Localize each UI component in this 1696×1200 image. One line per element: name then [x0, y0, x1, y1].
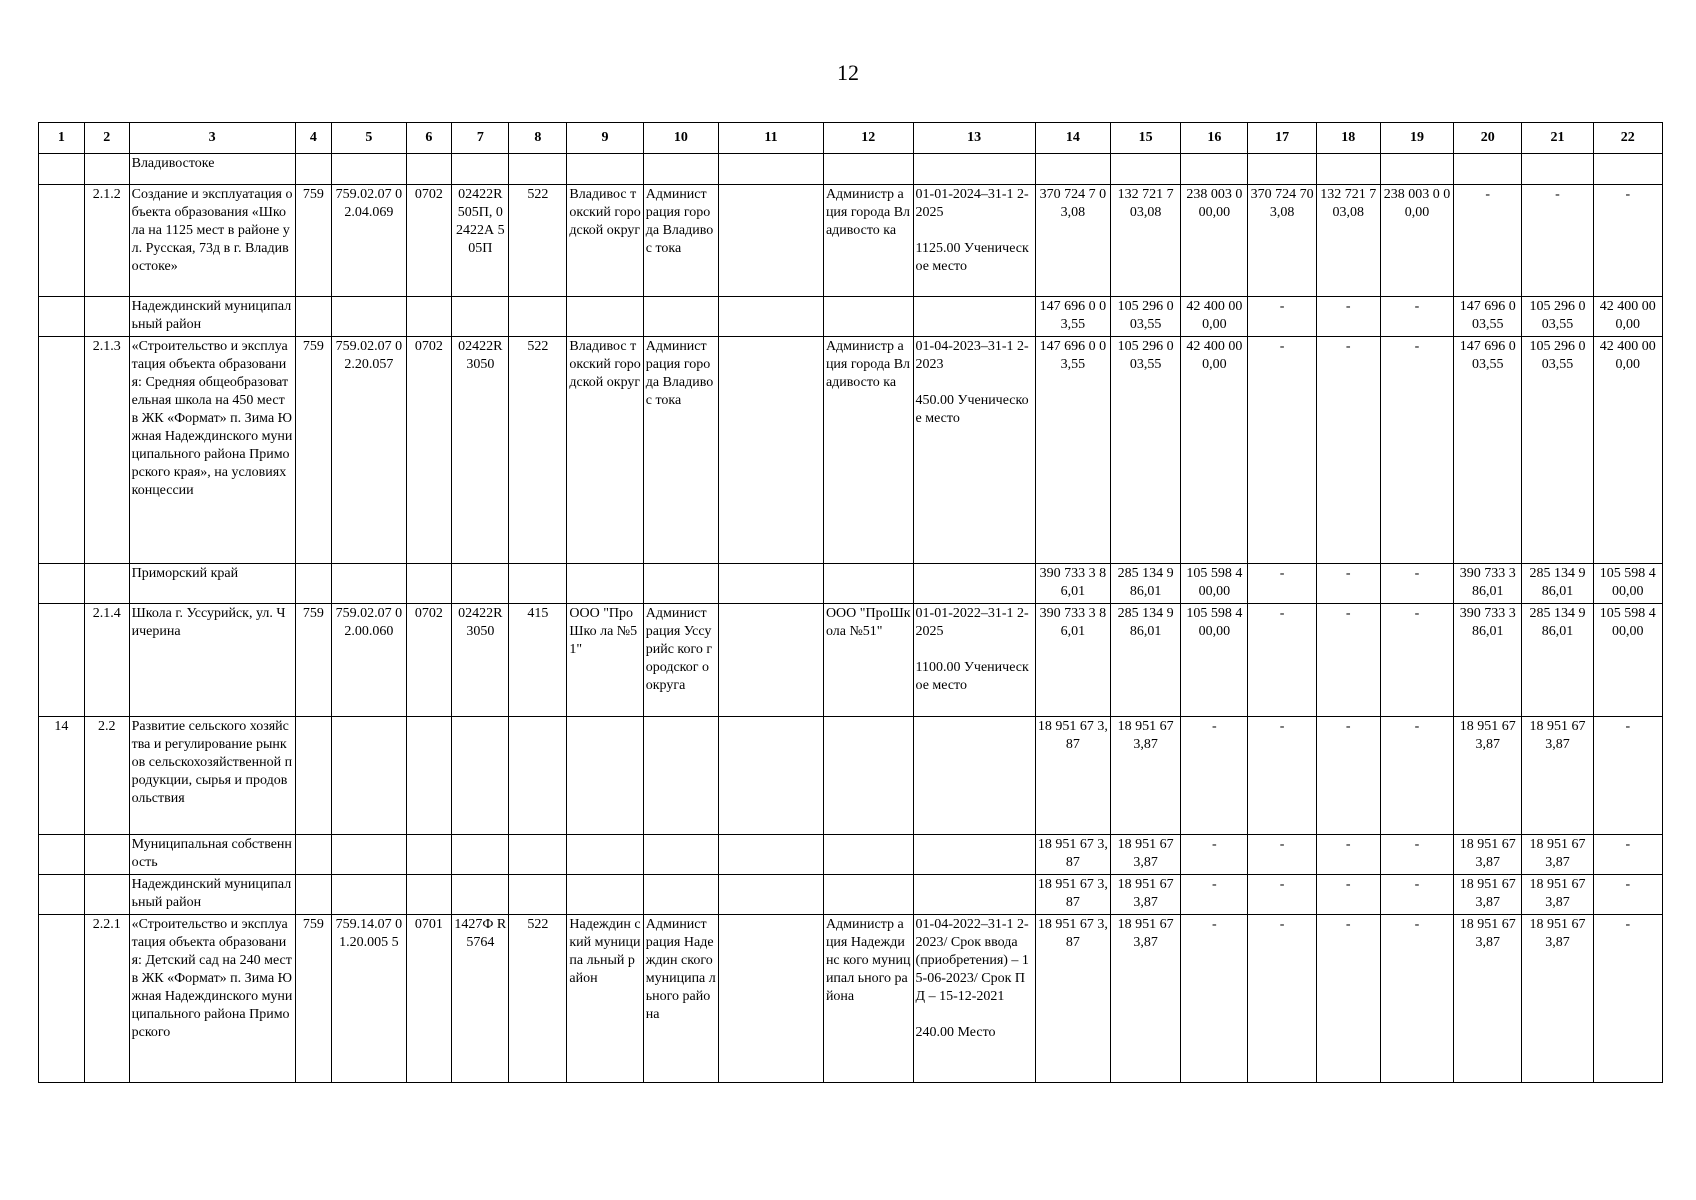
table-cell	[567, 564, 643, 604]
table-cell	[1316, 154, 1380, 185]
table-cell: 105 598 4 00,00	[1593, 604, 1662, 717]
table-cell	[452, 835, 509, 875]
table-cell	[1593, 154, 1662, 185]
table-cell: 522	[509, 337, 567, 564]
table-cell: -	[1248, 875, 1316, 915]
column-header: 19	[1380, 123, 1453, 154]
table-cell	[295, 875, 332, 915]
table-cell: 390 733 3 86,01	[1035, 604, 1110, 717]
table-cell: -	[1248, 915, 1316, 1083]
table-cell	[84, 297, 129, 337]
column-header: 18	[1316, 123, 1380, 154]
table-cell: 18 951 67 3,87	[1111, 915, 1181, 1083]
table-cell	[719, 564, 824, 604]
table-cell: 147 696 0 03,55	[1454, 297, 1522, 337]
table-cell	[643, 835, 718, 875]
table-cell: 147 696 0 03,55	[1035, 337, 1110, 564]
table-cell: 390 733 3 86,01	[1454, 564, 1522, 604]
table-cell	[1181, 154, 1248, 185]
column-header: 20	[1454, 123, 1522, 154]
table-cell: 759.02.07 02.20.057	[332, 337, 406, 564]
table-header-row	[39, 123, 1663, 154]
table-cell: Админист рация города Владивос тока	[643, 185, 718, 297]
table-cell: -	[1248, 717, 1316, 835]
table-cell	[332, 154, 406, 185]
table-cell: Владивос токский городской округ	[567, 337, 643, 564]
table-cell: «Строительство и эксплуатация объекта образования: Детский сад на 240 мест в ЖК «Формат» п. Зима Южная Надеждинского муниципального района Приморского	[129, 915, 295, 1083]
table-cell: -	[1316, 717, 1380, 835]
table-cell	[84, 875, 129, 915]
table-cell	[84, 835, 129, 875]
table-cell: 105 296 0 03,55	[1111, 297, 1181, 337]
table-cell: 18 951 67 3,87	[1035, 875, 1110, 915]
table-cell	[567, 835, 643, 875]
table-cell: -	[1316, 875, 1380, 915]
table-cell	[39, 297, 85, 337]
table-cell	[913, 717, 1035, 835]
table-cell: «Строительство и эксплуатация объекта образования: Средняя общеобразовательная школа на 450 мест в ЖК «Формат» п. Зима Южная Надеждинского муниципального района Приморского края», на условиях концессии	[129, 337, 295, 564]
table-cell	[39, 604, 85, 717]
column-header: 22	[1593, 123, 1662, 154]
table-cell	[643, 717, 718, 835]
table-cell	[406, 297, 452, 337]
table-cell: -	[1380, 564, 1453, 604]
table-cell	[452, 717, 509, 835]
table-cell: Надеждин ский муниципа льный район	[567, 915, 643, 1083]
table-cell: 18 951 67 3,87	[1035, 717, 1110, 835]
column-header: 21	[1522, 123, 1593, 154]
table-cell: ООО "ПроШко ла №51"	[567, 604, 643, 717]
column-header: 12	[823, 123, 913, 154]
table-cell: -	[1248, 564, 1316, 604]
table-cell	[452, 875, 509, 915]
table-row	[39, 564, 1663, 604]
table-cell	[913, 154, 1035, 185]
table-cell	[719, 337, 824, 564]
table-cell: -	[1380, 604, 1453, 717]
table-cell: 18 951 67 3,87	[1522, 915, 1593, 1083]
table-cell	[567, 717, 643, 835]
table-cell: 285 134 9 86,01	[1111, 604, 1181, 717]
table-cell: 147 696 0 03,55	[1454, 337, 1522, 564]
column-header: 11	[719, 123, 824, 154]
table-cell: -	[1380, 297, 1453, 337]
table-cell: Администр ация города Владивосто ка	[823, 337, 913, 564]
table-cell: 02422R 3050	[452, 604, 509, 717]
table-cell	[295, 564, 332, 604]
column-header: 4	[295, 123, 332, 154]
table-cell	[913, 835, 1035, 875]
table-cell: 02422R 3050	[452, 337, 509, 564]
table-row	[39, 185, 1663, 297]
table-cell	[1522, 154, 1593, 185]
table-row	[39, 337, 1663, 564]
table-cell: 522	[509, 185, 567, 297]
table-cell	[823, 875, 913, 915]
table-row	[39, 835, 1663, 875]
table-cell: 18 951 67 3,87	[1035, 835, 1110, 875]
table-cell: 42 400 00 0,00	[1181, 337, 1248, 564]
table-cell	[823, 154, 913, 185]
table-cell: 105 296 0 03,55	[1111, 337, 1181, 564]
table-cell	[295, 835, 332, 875]
table-cell	[643, 564, 718, 604]
table-cell: 759	[295, 604, 332, 717]
table-cell: -	[1380, 915, 1453, 1083]
table-cell: Надеждинский муниципальный район	[129, 875, 295, 915]
table-cell: 2.2	[84, 717, 129, 835]
table-cell: 1427Ф R5764	[452, 915, 509, 1083]
table-cell: Владивос токский городской округ	[567, 185, 643, 297]
column-header: 10	[643, 123, 718, 154]
table-cell: 2.1.3	[84, 337, 129, 564]
column-header: 8	[509, 123, 567, 154]
table-cell: 370 724 703,08	[1248, 185, 1316, 297]
table-cell	[39, 915, 85, 1083]
table-cell: -	[1316, 297, 1380, 337]
table-cell	[1380, 154, 1453, 185]
table-cell: Приморский край	[129, 564, 295, 604]
table-cell: 18 951 67 3,87	[1454, 717, 1522, 835]
table-cell: 02422R 505П, 02422А 505П	[452, 185, 509, 297]
table-cell: 132 721 7 03,08	[1111, 185, 1181, 297]
table-cell: -	[1248, 604, 1316, 717]
column-header: 15	[1111, 123, 1181, 154]
table-cell	[39, 564, 85, 604]
table-cell: 105 598 4 00,00	[1593, 564, 1662, 604]
table-cell	[1111, 154, 1181, 185]
table-cell	[295, 717, 332, 835]
table-cell: 238 003 0 00,00	[1181, 185, 1248, 297]
table-cell: 105 296 0 03,55	[1522, 337, 1593, 564]
table-cell	[509, 875, 567, 915]
table-cell	[452, 297, 509, 337]
table-cell: 759.02.07 02.00.060	[332, 604, 406, 717]
table-cell: -	[1316, 337, 1380, 564]
table-cell: 285 134 9 86,01	[1522, 564, 1593, 604]
table-cell: -	[1248, 337, 1316, 564]
table-cell: 18 951 67 3,87	[1522, 875, 1593, 915]
table-cell	[406, 717, 452, 835]
table-cell: Админист рация города Владивос тока	[643, 337, 718, 564]
table-cell: 370 724 7 03,08	[1035, 185, 1110, 297]
table-cell: 0702	[406, 337, 452, 564]
table-cell	[567, 297, 643, 337]
table-cell: Муниципальная собственность	[129, 835, 295, 875]
table-cell: 147 696 0 03,55	[1035, 297, 1110, 337]
table-cell: 0702	[406, 185, 452, 297]
table-cell	[823, 717, 913, 835]
column-header: 14	[1035, 123, 1110, 154]
table-cell	[913, 297, 1035, 337]
table-cell: 42 400 00 0,00	[1593, 297, 1662, 337]
table-cell	[1035, 154, 1110, 185]
table-cell	[643, 875, 718, 915]
table-cell	[39, 154, 85, 185]
table-cell	[719, 185, 824, 297]
table-cell	[509, 717, 567, 835]
table-cell: -	[1593, 835, 1662, 875]
table-cell	[719, 717, 824, 835]
table-cell: -	[1181, 835, 1248, 875]
table-cell: 759	[295, 185, 332, 297]
table-cell: Развитие сельского хозяйства и регулирование рынков сельскохозяйственной продукции, сырья и продовольствия	[129, 717, 295, 835]
table-cell: 285 134 9 86,01	[1522, 604, 1593, 717]
table-row	[39, 604, 1663, 717]
table-cell	[332, 297, 406, 337]
table-cell	[643, 297, 718, 337]
table-cell	[39, 875, 85, 915]
table-cell: 0702	[406, 604, 452, 717]
column-header: 3	[129, 123, 295, 154]
table-cell	[719, 154, 824, 185]
table-cell: -	[1316, 915, 1380, 1083]
table-cell: -	[1380, 337, 1453, 564]
table-row	[39, 915, 1663, 1083]
table-cell: -	[1593, 915, 1662, 1083]
table-cell: -	[1593, 185, 1662, 297]
table-cell: 18 951 67 3,87	[1454, 835, 1522, 875]
table-cell: 18 951 67 3,87	[1522, 717, 1593, 835]
table-cell: 42 400 00 0,00	[1181, 297, 1248, 337]
table-cell: 01-04-2023–31-1 2-2023 450.00 Ученическое место	[913, 337, 1035, 564]
table-cell	[509, 154, 567, 185]
table-cell	[823, 835, 913, 875]
table-cell	[913, 564, 1035, 604]
column-header: 1	[39, 123, 85, 154]
table-cell: Администр ация Надеждинс кого муниципал ьного района	[823, 915, 913, 1083]
table-cell: Школа г. Уссурийск, ул. Чичерина	[129, 604, 295, 717]
table-cell: -	[1181, 875, 1248, 915]
table-row	[39, 154, 1663, 185]
table-cell: 105 598 4 00,00	[1181, 604, 1248, 717]
table-row	[39, 875, 1663, 915]
table-cell	[39, 835, 85, 875]
table-cell	[332, 717, 406, 835]
table-cell	[452, 154, 509, 185]
table-cell: Администр ация города Владивосто ка	[823, 185, 913, 297]
table-cell	[332, 564, 406, 604]
table-cell: Создание и эксплуатация объекта образования «Школа на 1125 мест в районе ул. Русская, 73д в г. Владивостоке»	[129, 185, 295, 297]
table-cell	[295, 154, 332, 185]
table-cell: 759.02.07 02.04.069	[332, 185, 406, 297]
table-cell: 759.14.07 01.20.005 5	[332, 915, 406, 1083]
table-cell	[332, 875, 406, 915]
table-cell	[643, 154, 718, 185]
table-cell: 390 733 3 86,01	[1035, 564, 1110, 604]
table-cell: 285 134 9 86,01	[1111, 564, 1181, 604]
table-cell: 18 951 67 3,87	[1454, 915, 1522, 1083]
table-cell: 2.1.4	[84, 604, 129, 717]
column-header: 16	[1181, 123, 1248, 154]
table-cell	[719, 875, 824, 915]
table-cell: 522	[509, 915, 567, 1083]
table-cell: 390 733 3 86,01	[1454, 604, 1522, 717]
table-cell: -	[1454, 185, 1522, 297]
table-cell: 18 951 67 3,87	[1111, 717, 1181, 835]
table-cell	[719, 835, 824, 875]
table-cell: 18 951 67 3,87	[1035, 915, 1110, 1083]
table-cell	[1248, 154, 1316, 185]
table-cell: 2.2.1	[84, 915, 129, 1083]
table-row	[39, 297, 1663, 337]
table-cell: -	[1181, 915, 1248, 1083]
table-cell: 759	[295, 337, 332, 564]
column-header: 2	[84, 123, 129, 154]
table-cell	[509, 564, 567, 604]
table-cell: 14	[39, 717, 85, 835]
column-header: 13	[913, 123, 1035, 154]
table-cell	[84, 564, 129, 604]
table-cell: 0701	[406, 915, 452, 1083]
table-cell	[406, 875, 452, 915]
table-cell: -	[1380, 717, 1453, 835]
table-cell: -	[1593, 875, 1662, 915]
table-cell: ООО "ПроШкола №51"	[823, 604, 913, 717]
table-cell	[509, 835, 567, 875]
table-cell: 105 598 4 00,00	[1181, 564, 1248, 604]
table-cell: 132 721 703,08	[1316, 185, 1380, 297]
table-cell	[452, 564, 509, 604]
table-cell: 759	[295, 915, 332, 1083]
table-cell: Надеждинский муниципальный район	[129, 297, 295, 337]
table-cell	[509, 297, 567, 337]
table-cell	[719, 915, 824, 1083]
table-row	[39, 717, 1663, 835]
table-cell: -	[1593, 717, 1662, 835]
table-cell: 18 951 67 3,87	[1454, 875, 1522, 915]
table-cell	[719, 297, 824, 337]
table-cell: -	[1181, 717, 1248, 835]
table-cell: 18 951 67 3,87	[1111, 835, 1181, 875]
table-cell	[39, 337, 85, 564]
column-header: 5	[332, 123, 406, 154]
table-cell	[406, 154, 452, 185]
table-cell	[39, 185, 85, 297]
column-header: 9	[567, 123, 643, 154]
table-cell	[332, 835, 406, 875]
table-cell	[406, 564, 452, 604]
table-cell: 2.1.2	[84, 185, 129, 297]
table-cell: 105 296 0 03,55	[1522, 297, 1593, 337]
table-cell: -	[1248, 297, 1316, 337]
table-cell	[567, 875, 643, 915]
table-cell: 18 951 67 3,87	[1111, 875, 1181, 915]
table-cell: Владивостоке	[129, 154, 295, 185]
table-cell: 01-04-2022–31-1 2-2023/ Срок ввода (приобретения) – 15-06-2023/ Срок ПД – 15-12-2021 240.00 Место	[913, 915, 1035, 1083]
column-header: 7	[452, 123, 509, 154]
table-cell: -	[1522, 185, 1593, 297]
table-cell: 01-01-2022–31-1 2-2025 1100.00 Ученическое место	[913, 604, 1035, 717]
table-cell	[567, 154, 643, 185]
table-cell: 42 400 00 0,00	[1593, 337, 1662, 564]
table-cell	[406, 835, 452, 875]
table-cell	[823, 297, 913, 337]
table-cell: 01-01-2024–31-1 2-2025 1125.00 Ученическое место	[913, 185, 1035, 297]
column-header: 17	[1248, 123, 1316, 154]
table-cell: -	[1248, 835, 1316, 875]
table-cell: Админист рация Уссурийс кого городског о округа	[643, 604, 718, 717]
table-cell	[295, 297, 332, 337]
page-number: 12	[837, 60, 859, 85]
table-cell	[823, 564, 913, 604]
table-cell: 415	[509, 604, 567, 717]
column-header: 6	[406, 123, 452, 154]
table-cell: -	[1380, 875, 1453, 915]
table-cell: -	[1316, 604, 1380, 717]
table-cell: -	[1380, 835, 1453, 875]
table-cell: 18 951 67 3,87	[1522, 835, 1593, 875]
table-cell: Админист рация Надеждин ского муниципа льного района	[643, 915, 718, 1083]
table-cell	[913, 875, 1035, 915]
table-cell	[1454, 154, 1522, 185]
budget-table	[38, 122, 1663, 1083]
table-cell: -	[1316, 835, 1380, 875]
table-cell: 238 003 0 00,00	[1380, 185, 1453, 297]
table-cell	[719, 604, 824, 717]
table-cell	[84, 154, 129, 185]
table-cell: -	[1316, 564, 1380, 604]
